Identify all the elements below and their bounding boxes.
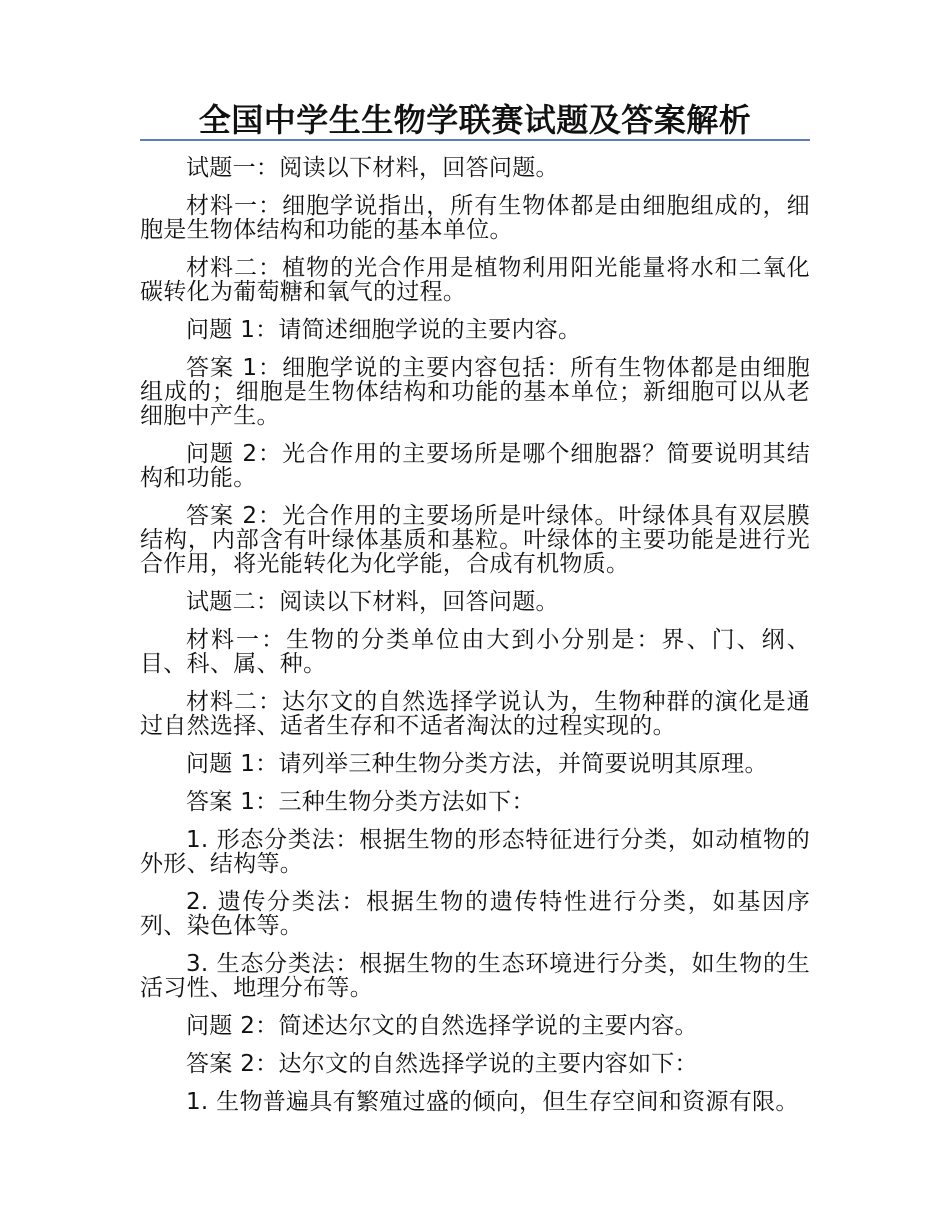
paragraph-answer-2: 答案 2：光合作用的主要场所是叶绿体。叶绿体具有双层膜结构，内部含有叶绿体基质和基粒。叶绿体的主要功能是进行光合作用，将光能转化为化学能，合成有机物质。 [140, 503, 810, 577]
paragraph-list-item-2: 2. 遗传分类法：根据生物的遗传特性进行分类，如基因序列、染色体等。 [140, 889, 810, 939]
paragraph-problem-2b: 问题 2：简述达尔文的自然选择学说的主要内容。 [186, 1013, 698, 1039]
paragraph-answer-1b: 答案 1：三种生物分类方法如下： [186, 789, 535, 815]
document-title: 全国中学生生物学联赛试题及答案解析 [198, 101, 752, 139]
paragraph-answer-1: 答案 1：细胞学说的主要内容包括：所有生物体都是由细胞组成的；细胞是生物体结构和功能的基本单位；新细胞可以从老细胞中产生。 [140, 355, 810, 429]
paragraph-list-item-3: 3. 生态分类法：根据生物的生态环境进行分类，如生物的生活习性、地理分布等。 [140, 951, 810, 1001]
paragraph-material-2: 材料二：植物的光合作用是植物利用阳光能量将水和二氧化碳转化为葡萄糖和氧气的过程。 [140, 255, 810, 305]
paragraph-question-1-intro: 试题一：阅读以下材料，回答问题。 [186, 155, 559, 181]
paragraph-list-item-1: 1. 形态分类法：根据生物的形态特征进行分类，如动植物的外形、结构等。 [140, 827, 810, 877]
paragraph-material-2b: 材料二：达尔文的自然选择学说认为，生物种群的演化是通过自然选择、适者生存和不适者淘汰的过程实现的。 [140, 689, 810, 739]
paragraph-question-2-intro: 试题二：阅读以下材料，回答问题。 [186, 589, 559, 615]
paragraph-material-1b: 材料一：生物的分类单位由大到小分别是：界、门、纲、目、科、属、种。 [140, 627, 810, 677]
document-body [140, 156, 810, 1128]
paragraph-darwin-point-1: 1. 生物普遍具有繁殖过盛的倾向，但生存空间和资源有限。 [186, 1089, 799, 1115]
paragraph-material-1: 材料一：细胞学说指出，所有生物体都是由细胞组成的，细胞是生物体结构和功能的基本单位。 [140, 193, 810, 243]
paragraph-answer-2b: 答案 2：达尔文的自然选择学说的主要内容如下： [186, 1051, 698, 1077]
paragraph-problem-2: 问题 2：光合作用的主要场所是哪个细胞器？简要说明其结构和功能。 [140, 441, 810, 491]
paragraph-problem-1b: 问题 1：请列举三种生物分类方法，并简要说明其原理。 [186, 751, 768, 777]
title-underline [140, 139, 810, 141]
paragraph-problem-1: 问题 1：请简述细胞学说的主要内容。 [186, 317, 582, 343]
